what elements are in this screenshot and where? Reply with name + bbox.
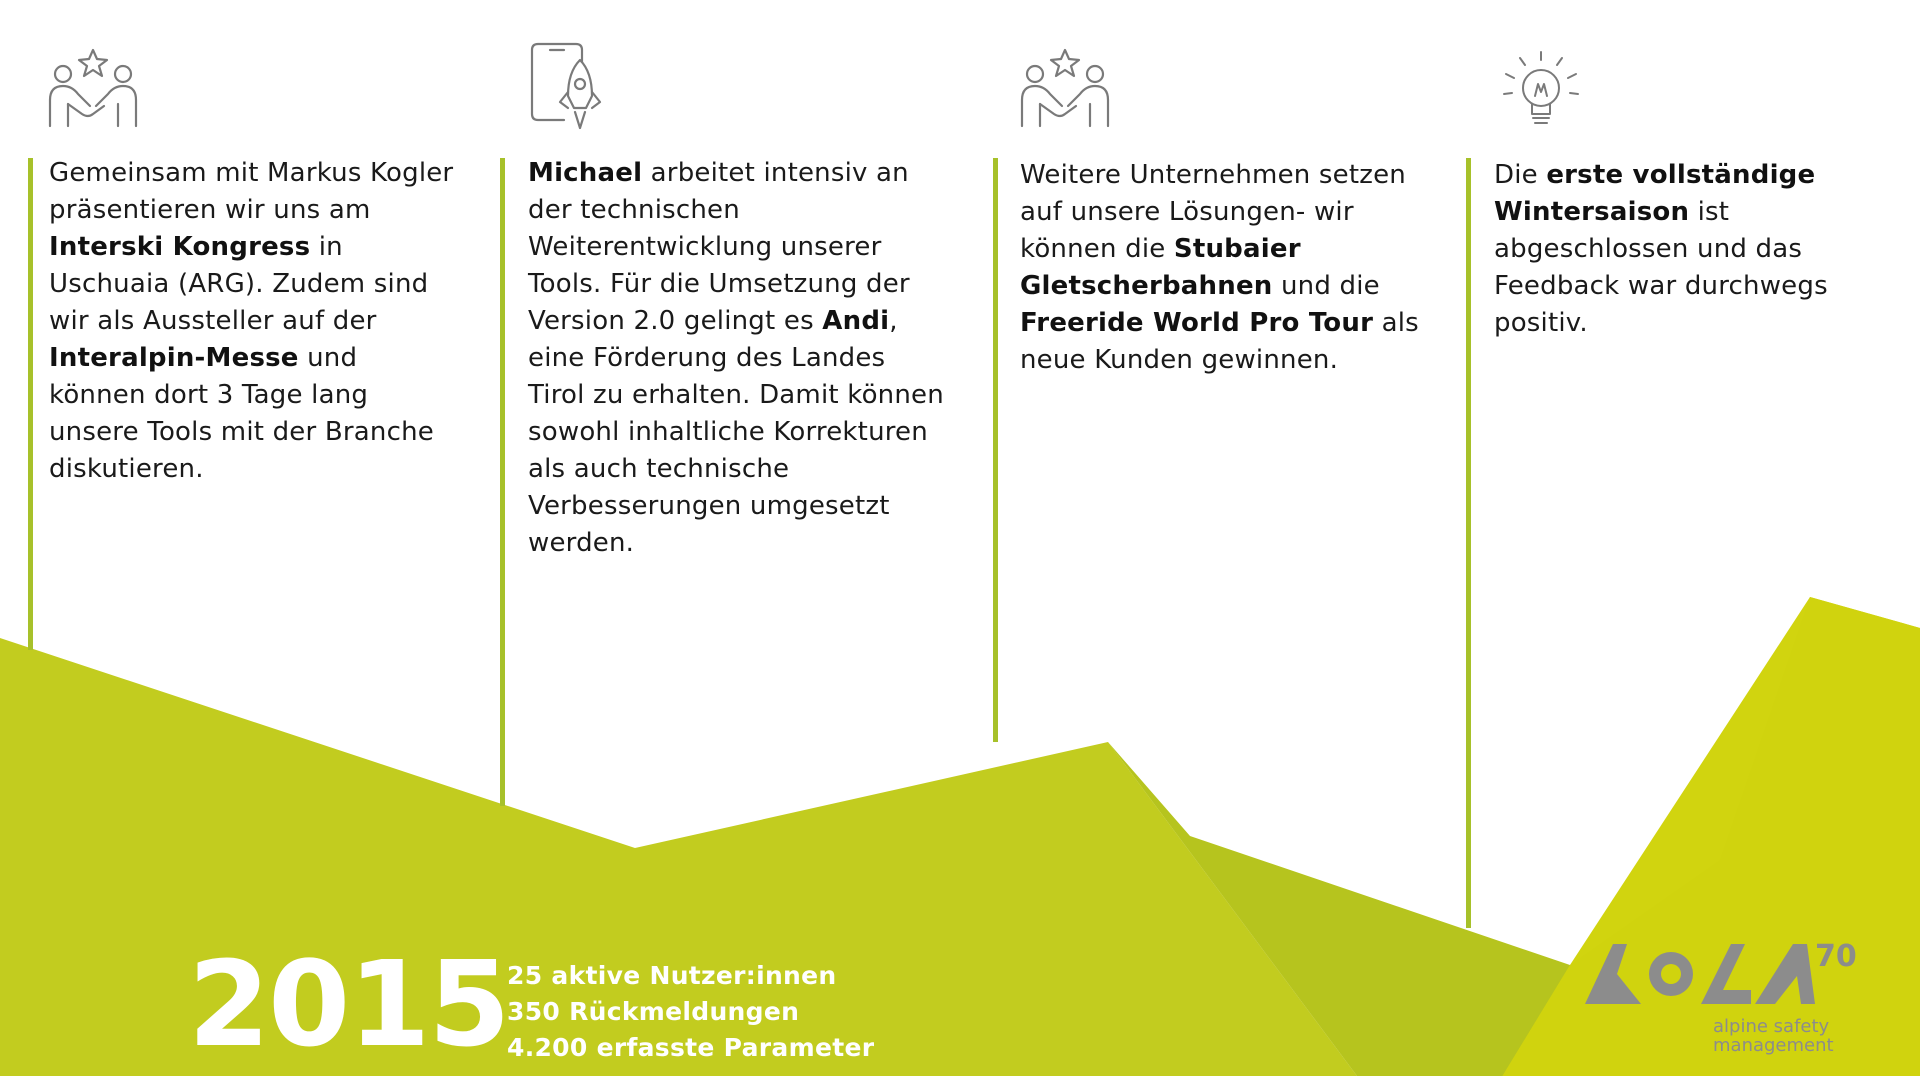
timeline-text-2 — [528, 155, 948, 562]
timeline-line-3 — [993, 158, 998, 742]
timeline-line-1 — [28, 158, 33, 650]
body-text: arbeitet intensiv an der technischen Weiterentwicklung unserer Tools. Für die Umsetzung der Version 2.0 gelingt es — [528, 158, 910, 336]
handshake-star-icon — [1018, 48, 1113, 130]
highlight-text: Interalpin-Messe — [49, 343, 299, 373]
stat-users: 25 aktive Nutzer:innen — [507, 961, 837, 990]
body-text: Die — [1494, 160, 1547, 190]
highlight-text: Andi — [822, 306, 890, 336]
handshake-star-icon — [46, 48, 141, 130]
lola-logo-icon — [1585, 930, 1875, 1010]
logo-superscript: 70 — [1815, 939, 1857, 974]
logo-tagline-line1: alpine safety — [1713, 1016, 1830, 1037]
stat-parameters: 4.200 erfasste Parameter — [507, 1033, 875, 1062]
highlight-text: Stubaier Gletscherbahnen — [1020, 234, 1301, 301]
logo-tagline — [1713, 1017, 1834, 1055]
stats-list — [507, 958, 874, 1066]
highlight-text: Freeride World Pro Tour — [1020, 308, 1374, 338]
lightbulb-icon — [1498, 48, 1584, 136]
timeline-text-3 — [1020, 157, 1440, 379]
timeline-text-1 — [49, 155, 459, 488]
stat-feedback: 350 Rückmeldungen — [507, 997, 800, 1026]
body-text: ist abgeschlossen und das Feedback war durchwegs positiv. — [1494, 197, 1828, 338]
body-text: Weitere Unternehmen setzen auf unsere Lösungen- wir können die — [1020, 160, 1406, 264]
body-text: in Uschuaia (ARG). Zudem sind wir als Aussteller auf der — [49, 232, 429, 336]
logo-tagline-line2: management — [1713, 1035, 1834, 1056]
body-text: Gemeinsam mit Markus Kogler präsentieren wir uns am — [49, 158, 454, 225]
smartphone-rocket-icon — [530, 42, 606, 134]
body-text: und die — [1272, 271, 1380, 301]
timeline-text-4 — [1494, 157, 1874, 342]
body-text: , eine Förderung des Landes Tirol zu erhalten. Damit können sowohl inhaltliche Korrekturen als auch technische Verbesserungen umgesetzt werden. — [528, 306, 944, 558]
year-label: 2015 — [188, 935, 509, 1073]
highlight-text: erste vollständige Wintersaison — [1494, 160, 1816, 227]
body-text: als neue Kunden gewinnen. — [1020, 308, 1419, 375]
timeline-line-2 — [500, 158, 505, 806]
highlight-text: Interski Kongress — [49, 232, 311, 262]
timeline-line-4 — [1466, 158, 1471, 928]
highlight-text: Michael — [528, 158, 643, 188]
body-text: und können dort 3 Tage lang unsere Tools mit der Branche diskutieren. — [49, 343, 434, 484]
